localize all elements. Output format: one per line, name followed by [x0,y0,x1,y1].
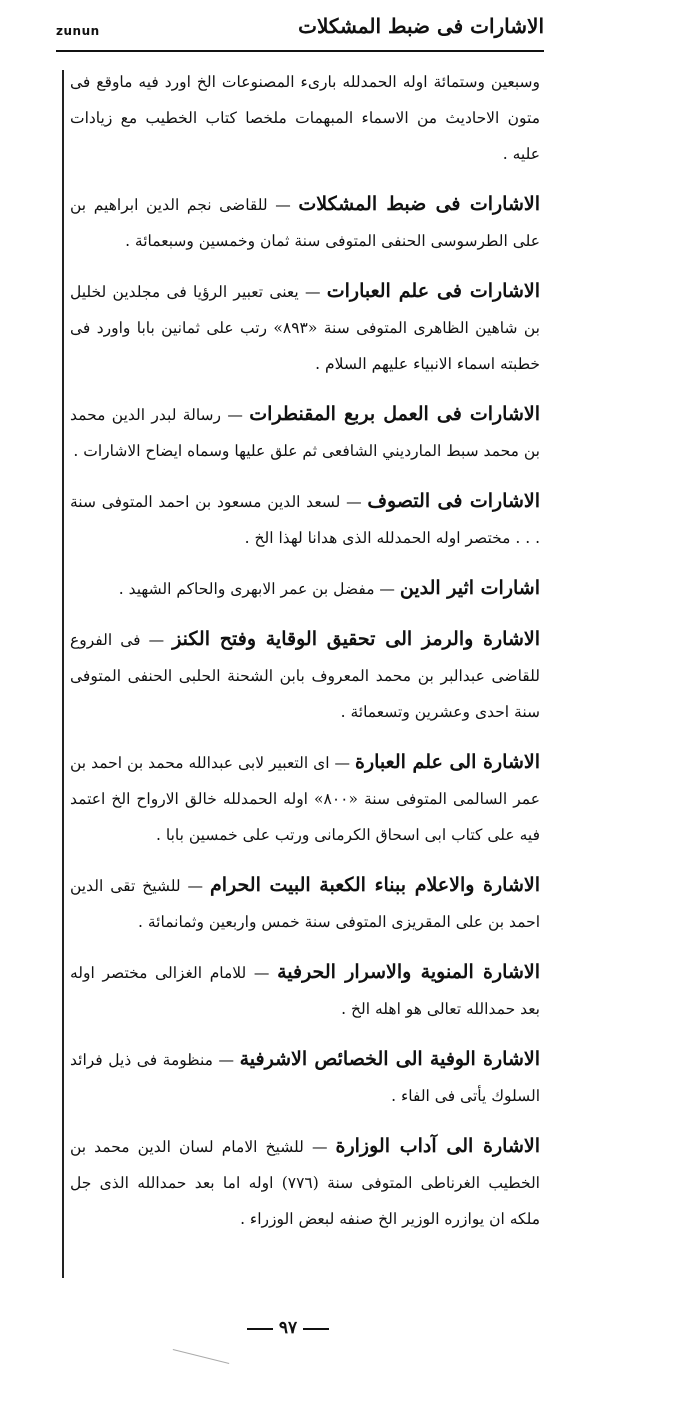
header-mark: zunun [56,24,100,38]
entry [70,396,540,469]
entry-body: — فى الفروع للقاضى عبدالبر بن محمد المعروف بابن الشحنة الحلبى الحنفى المتوفى سنة احدى وعشرين وتسعمائة . [70,631,540,721]
entry-title: الاشارات فى علم العبارات [326,280,540,302]
entry-title: الاشارة والاعلام ببناء الكعبة البيت الحرام [210,874,540,896]
entry-title: الاشارة الوفية الى الخصائص الاشرفية [239,1048,540,1070]
entry [70,1128,540,1237]
running-header [56,14,544,50]
header-rule [56,50,544,52]
running-title: الاشارات فى ضبط المشكلات [298,14,544,38]
page-number [232,1318,344,1338]
entry-title: الاشارة المنوية والاسرار الحرفية [277,961,540,983]
entry [70,483,540,556]
entry-body: — رسالة لبدر الدين محمد بن محمد سبط المارديني الشافعى ثم علق عليها وسماه ايضاح الاشارات . [70,406,540,460]
entry-body: — يعنى تعبير الرؤيا فى مجلدين لخليل بن شاهين الظاهرى المتوفى سنة «٨٩٣» رتب على ثمانين بابا واورد فى خطبته اسماء الانبياء عليهم السلام . [70,283,540,373]
entry [70,621,540,730]
entry-title: الاشارة والرمز الى تحقيق الوقاية وفتح الكنز [172,628,540,650]
entry-body: — اى التعبير لابى عبدالله محمد بن احمد بن عمر السالمى المتوفى سنة «٨٠٠» اوله الحمدلله خالق الارواح الخ اعتمد فيه على كتاب ابى اسحاق الكرمانى ورتب على خمسين بابا . [70,754,540,844]
entry-title: اشارات اثير الدين [399,577,540,599]
page-number-value: ٩٧ [278,1318,298,1338]
entry [70,744,540,853]
continued-entry [70,64,540,172]
entry-body: — مفضل بن عمر الابهرى والحاكم الشهيد . [118,580,395,598]
entry-title: الاشارات فى التصوف [367,490,540,512]
entry-body: — للشيخ الامام لسان الدين محمد بن الخطيب الغرناطى المتوفى سنة (٧٧٦) اوله اما بعد حمدالله الذى جل ملكه ان يوازره الوزير الخ صنفه لبعض الوزراء . [70,1138,540,1228]
folio-dash [303,1328,329,1330]
entry [70,186,540,259]
entry-body: — لسعد الدين مسعود بن احمد المتوفى سنة . . . مختصر اوله الحمدلله الذى هدانا لهذا الخ . [70,493,540,547]
continued-text: وسبعين وستمائة اوله الحمدلله بارىء المصنوعات الخ اورد فيه ماوقع فى متون الاحاديث من الاسماء المبهمات ملخصا كتاب الخطيب مع زيادات عليه . [70,73,540,163]
entry [70,570,540,607]
entry [70,1041,540,1114]
entry-body: — منظومة فى ذيل فرائد السلوك يأتى فى الفاء . [70,1051,540,1105]
margin-rule [62,70,64,1278]
entry-body: — للامام الغزالى مختصر اوله بعد حمدالله تعالى هو اهله الخ . [70,964,540,1018]
entry-body: — للقاضى نجم الدين ابراهيم بن على الطرسوسى الحنفى المتوفى سنة ثمان وخمسين وسبعمائة . [70,196,540,250]
entry-title: الاشارة الى آداب الوزارة [335,1135,540,1157]
page-text [70,64,540,1251]
entry-title: الاشارات فى ضبط المشكلات [298,193,540,215]
entry [70,954,540,1027]
entry [70,867,540,940]
scan-mark [173,1349,230,1364]
entry-title: الاشارات فى العمل بربع المقنطرات [249,403,540,425]
entry-title: الاشارة الى علم العبارة [355,751,540,773]
entry-body: — للشيخ تقى الدين احمد بن على المقريزى المتوفى سنة خمس واربعين وثمانمائة . [70,877,540,931]
entry [70,273,540,382]
folio-dash [247,1328,273,1330]
